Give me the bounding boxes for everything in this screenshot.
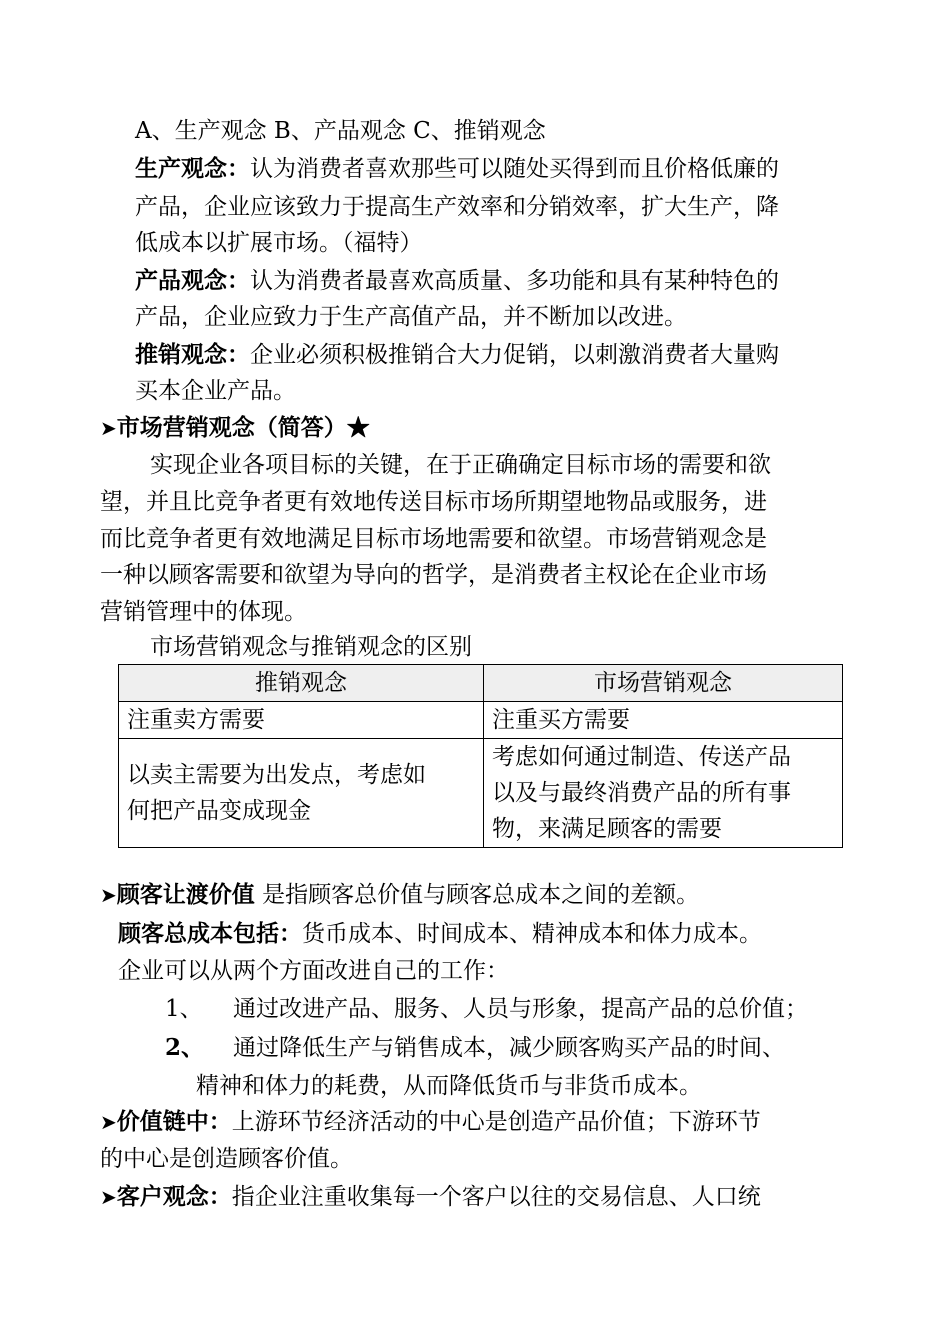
table-cell-line: 以及与最终消费产品的所有事 — [492, 780, 791, 806]
table-cell-line: 以卖主需要为出发点，考虑如 — [127, 762, 426, 788]
marketing-para-line-1: 实现企业各项目标的关键，在于正确确定目标市场的需要和欲 — [150, 452, 771, 478]
table-cell-line: 何把产品变成现金 — [127, 798, 311, 824]
total-cost-text: 货币成本、时间成本、精神成本和体力成本。 — [302, 921, 762, 947]
selling-concept-line-1 — [135, 337, 779, 373]
customer-concept-text-1: 指企业注重收集每一个客户以往的交易信息、人口统 — [231, 1184, 761, 1210]
table-row — [119, 739, 843, 848]
marketing-para-line-3: 而比竞争者更有效地满足目标市场地需要和欲望。市场营销观念是 — [100, 526, 767, 552]
comparison-table — [118, 664, 843, 848]
table-cell: 注重卖方需要 — [119, 702, 484, 739]
arrow-bullet-icon: ➤ — [100, 1185, 117, 1209]
product-concept-text-1: 认为消费者最喜欢高质量、多功能和具有某种特色的 — [250, 268, 779, 294]
product-concept-line-2: 产品，企业应致力于生产高值产品，并不断加以改进。 — [135, 304, 687, 330]
selling-concept-term: 推销观念： — [135, 341, 250, 368]
value-chain-term: 价值链中： — [116, 1108, 232, 1135]
production-concept-line-3: 低成本以扩展市场。（福特） — [135, 230, 423, 256]
table-cell — [119, 739, 484, 848]
improve-item-2-number — [165, 1030, 204, 1066]
table-cell-line: 考虑如何通过制造、传送产品 — [492, 744, 791, 770]
marketing-para-line-2: 望，并且比竞争者更有效地传送目标市场所期望地物品或服务，进 — [100, 489, 767, 515]
options-line: A、生产观念 B、产品观念 C、推销观念 — [135, 118, 546, 144]
improve-item-1-number: 1、 — [165, 996, 203, 1022]
arrow-bullet-icon: ➤ — [100, 416, 117, 440]
table-cell: 注重买方需要 — [484, 702, 843, 739]
marketing-para-line-4: 一种以顾客需要和欲望为导向的哲学，是消费者主权论在企业市场 — [100, 562, 767, 588]
total-cost-term: 顾客总成本包括： — [118, 920, 302, 947]
table-header-cell: 市场营销观念 — [484, 665, 843, 702]
marketing-concept-heading-text: 市场营销观念（简答）★ — [116, 414, 370, 441]
table-caption: 市场营销观念与推销观念的区别 — [150, 634, 472, 660]
marketing-concept-heading — [100, 410, 370, 446]
table-header-row — [119, 665, 843, 702]
customer-concept-line-1 — [100, 1179, 761, 1215]
product-concept-term: 产品观念： — [135, 267, 250, 294]
customer-value-term: 顾客让渡价值 — [116, 881, 255, 908]
table-cell-line: 物，来满足顾客的需要 — [492, 816, 722, 842]
improve-item-2-text-1: 通过降低生产与销售成本，减少顾客购买产品的时间、 — [233, 1035, 785, 1061]
customer-concept-term: 客户观念： — [116, 1183, 232, 1210]
customer-value-definition: 是指顾客总价值与顾客总成本之间的差额。 — [254, 882, 700, 908]
production-concept-text-1: 认为消费者喜欢那些可以随处买得到而且价格低廉的 — [250, 156, 779, 182]
production-concept-line-1 — [135, 151, 779, 187]
production-concept-line-2: 产品，企业应该致力于提高生产效率和分销效率，扩大生产，降 — [135, 194, 779, 220]
total-cost-line — [118, 916, 762, 952]
arrow-bullet-icon: ➤ — [100, 1110, 117, 1134]
improve-item-1-text: 通过改进产品、服务、人员与形象，提高产品的总价值； — [233, 996, 808, 1022]
value-chain-line-2: 的中心是创造顾客价值。 — [100, 1146, 353, 1172]
value-chain-line-1 — [100, 1104, 761, 1140]
production-concept-term: 生产观念： — [135, 155, 250, 182]
table-row — [119, 702, 843, 739]
product-concept-line-1 — [135, 263, 779, 299]
improve-intro: 企业可以从两个方面改进自己的工作： — [118, 958, 509, 984]
customer-value-heading — [100, 877, 699, 913]
improve-item-2-number-text: 2、 — [165, 1034, 205, 1061]
table-cell — [484, 739, 843, 848]
table-header-cell: 推销观念 — [119, 665, 484, 702]
improve-item-2-text-2: 精神和体力的耗费，从而降低货币与非货币成本。 — [196, 1073, 702, 1099]
marketing-para-line-5: 营销管理中的体现。 — [100, 599, 307, 625]
arrow-bullet-icon: ➤ — [100, 883, 117, 907]
selling-concept-line-2: 买本企业产品。 — [135, 378, 296, 404]
value-chain-text-1: 上游环节经济活动的中心是创造产品价值；下游环节 — [231, 1109, 761, 1135]
selling-concept-text-1: 企业必须积极推销合大力促销，以刺激消费者大量购 — [250, 342, 779, 368]
